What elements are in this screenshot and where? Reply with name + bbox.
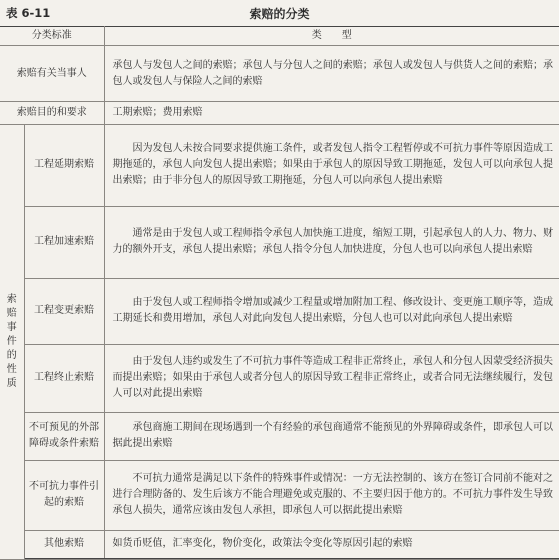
description-cell: 工期索赔；费用索赔 — [104, 102, 559, 125]
table-row — [0, 278, 559, 344]
category-cell: 不可预见的外部障碍或条件索赔 — [24, 412, 104, 460]
table-caption — [0, 5, 559, 21]
category-cell: 索赔有关当事人 — [0, 46, 104, 102]
description-cell: 如货币贬值，汇率变化，物价变化，政策法令变化等原因引起的索赔 — [104, 530, 559, 558]
nature-subtable — [0, 125, 559, 559]
table-row — [0, 412, 559, 460]
table-row — [0, 460, 559, 530]
table-header-row — [0, 27, 559, 46]
table-row — [0, 125, 559, 560]
claims-classification-table — [0, 26, 559, 560]
category-cell: 索赔目的和要求 — [0, 102, 104, 125]
table-row — [0, 530, 559, 558]
header-type: 类 型 — [104, 27, 559, 46]
category-cell: 工程终止索赔 — [24, 344, 104, 412]
table-row — [0, 125, 559, 206]
table-row — [0, 46, 559, 102]
category-cell: 工程加速索赔 — [24, 206, 104, 278]
category-cell: 其他索赔 — [24, 530, 104, 558]
description-cell: 承包人与发包人之间的索赔；承包人与分包人之间的索赔；承包人或发包人与供货人之间的索赔；承包人或发包人与保险人之间的索赔 — [104, 46, 559, 102]
table-number: 表 6-11 — [6, 6, 51, 20]
description-cell: 不可抗力通常是满足以下条件的特殊事件或情况：一方无法控制的、该方在签订合同前不能对之进行合理防备的、发生后该方不能合理避免或克服的、不主要归因于他方的。不可抗力事件发生导致承包人损失，通常应该由发包人承担，即承包人可以据此提出索赔 — [104, 460, 559, 530]
category-cell: 工程变更索赔 — [24, 278, 104, 344]
description-cell: 因为发包人未按合同要求提供施工条件，或者发包人指令工程暂停或不可抗力事件等原因造成工期拖延的，承包人向发包人提出索赔；如果由于承包人的原因导致工期拖延，发包人可以向承包人提出索赔；由于非分包人的原因导致工期拖延，分包人可以向承包人提出索赔 — [104, 125, 559, 206]
table-row — [0, 102, 559, 125]
table-row — [0, 206, 559, 278]
category-cell: 不可抗力事件引起的索赔 — [24, 460, 104, 530]
table-title: 索赔的分类 — [249, 7, 310, 21]
table-row — [0, 344, 559, 412]
description-cell: 承包商施工期间在现场遇到一个有经验的承包商通常不能预见的外界障碍或条件，即承包人可以据此提出索赔 — [104, 412, 559, 460]
category-cell: 工程延期索赔 — [24, 125, 104, 206]
description-cell: 通常是由于发包人或工程师指令承包人加快施工进度，缩短工期，引起承包人的人力、物力、财力的额外开支，承包人提出索赔；承包人指令分包人加快进度，分包人也可以向承包人提出索赔 — [104, 206, 559, 278]
nature-group-label: 索 赔 事 件 的 性 质 — [0, 125, 24, 558]
description-cell: 由于发包人违约或发生了不可抗力事件等造成工程非正常终止，承包人和分包人因蒙受经济损失而提出索赔；如果由于承包人或者分包人的原因导致工程非正常终止，或者合同无法继续履行，发包人可以对此提出索赔 — [104, 344, 559, 412]
description-cell: 由于发包人或工程师指令增加或减少工程量或增加附加工程、修改设计、变更施工顺序等，造成工期延长和费用增加，承包人对此向发包人提出索赔，分包人也可以对此向承包人提出索赔 — [104, 278, 559, 344]
header-classification-standard: 分类标准 — [0, 27, 104, 46]
